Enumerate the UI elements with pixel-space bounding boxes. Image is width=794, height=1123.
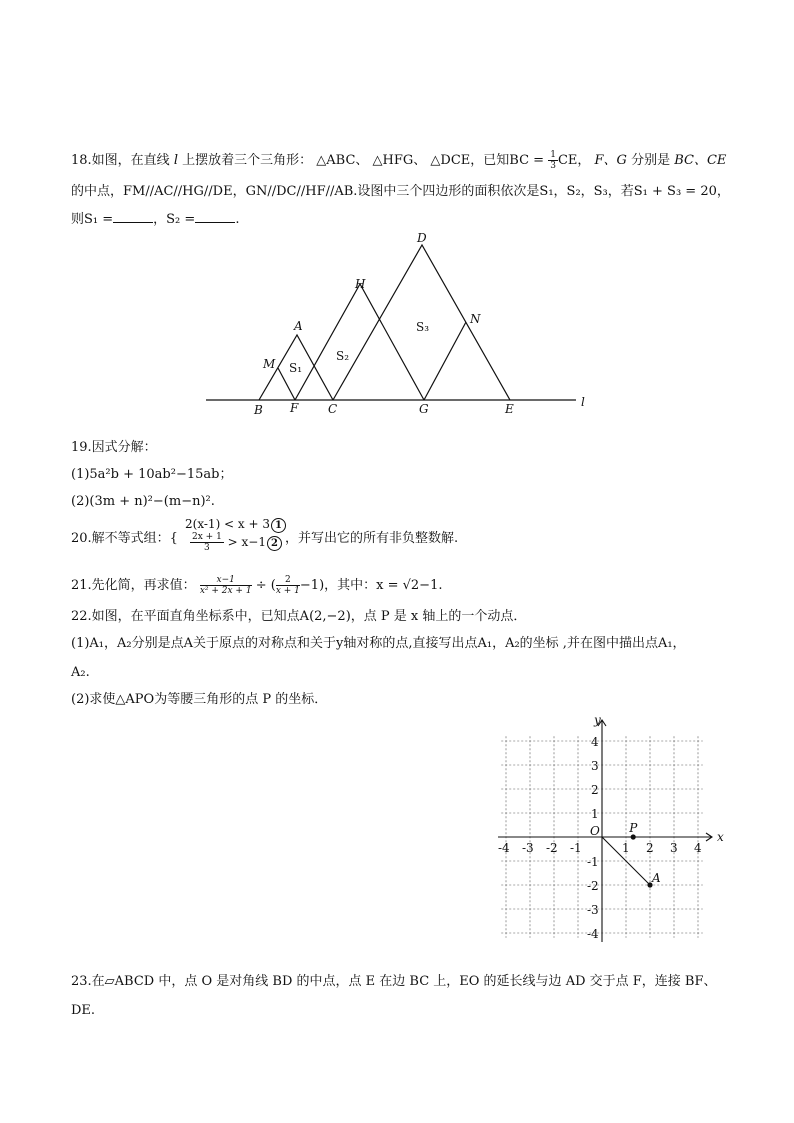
q23-line2: DE. <box>71 1003 96 1018</box>
x-tick-label: 2 <box>646 841 654 855</box>
x-tick-label: -1 <box>570 841 582 855</box>
y-tick-label: -1 <box>587 855 599 869</box>
label-s1: S₁ <box>289 361 303 375</box>
q18-line3: 则S₁ = ，S₂ = . <box>71 212 240 227</box>
q22-line4: (2)求使△APO为等腰三角形的点 P 的坐标． <box>71 692 328 707</box>
q18-line1: 18.如图，在直线 l 上摆放着三个三角形： △ABC、 △HFG、 △DCE，已知BC = $\frac{1}{3}$ CE， F、G 分别是 BC、CE <box>71 150 727 171</box>
label-f: F <box>290 401 299 415</box>
q22-line2: (1)A₁，A₂分别是点A关于原点的对称点和关于y轴对称的点,直接写出点A₁，A₂的坐标 ,并在图中描出点A₁， <box>71 636 686 651</box>
q21-line: 21.先化简，再求值： $\frac{x-1}{\text{x² + 2x + 1}}$ ÷ ( $\frac{2}{x + 1}$ −1)，其中：x = √2−1. <box>71 575 443 596</box>
label-c: C <box>328 402 338 416</box>
label-s3: S₃ <box>416 320 430 334</box>
label-a: A <box>294 319 303 333</box>
segment-gn <box>424 322 466 400</box>
x-tick-label: 1 <box>622 841 630 855</box>
q22-line1: 22.如图，在平面直角坐标系中，已知点A(2,−2)，点 P 是 x 轴上的一个动点． <box>71 609 527 624</box>
circled-1: 1 <box>271 518 286 533</box>
label-a-point: A <box>652 871 661 885</box>
label-e: E <box>505 402 514 416</box>
x-tick-label: -2 <box>546 841 558 855</box>
q18-line2: 的中点，FM//AC//HG//DE，GN//DC//HF//AB.设图中三个四边形的面积依次是S₁，S₂，S₃，若S₁ + S₃ = 20， <box>71 184 730 199</box>
point-p <box>631 834 636 839</box>
q20-suffix: ，并写出它的所有非负整数解. <box>285 531 459 546</box>
q21-fraction-1: $\frac{x-1}{\text{x² + 2x + 1}}$ <box>199 575 252 596</box>
y-tick-label: 4 <box>591 735 599 749</box>
y-tick-label: -2 <box>587 879 599 893</box>
label-m: M <box>263 357 276 371</box>
q20-fraction: $\frac{2x + 1}{3}$ <box>192 532 222 553</box>
x-tick-label: -3 <box>522 841 534 855</box>
label-l: l <box>581 395 585 409</box>
label-y-axis: y <box>594 713 601 727</box>
label-d: D <box>417 231 427 245</box>
q19-part2: (2)(3m + n)²−(m−n)². <box>71 494 215 509</box>
label-h: H <box>355 277 366 291</box>
label-g: G <box>419 402 429 416</box>
label-p: P <box>629 821 638 835</box>
q20-inequality-1: 2(x-1) < x + 3 1 <box>185 515 286 533</box>
x-tick-label: 4 <box>694 841 702 855</box>
answer-blank-s2[interactable] <box>195 210 235 223</box>
q19-part1: (1)5a²b + 10ab²−15ab； <box>71 467 233 482</box>
label-s2: S₂ <box>336 349 350 363</box>
q19-title: 19.因式分解： <box>71 440 157 455</box>
q21-fraction-2: $\frac{2}{x + 1}$ <box>275 575 300 596</box>
label-origin: O <box>590 824 600 838</box>
q22-line3: A₂. <box>71 665 90 680</box>
label-b: B <box>254 403 263 417</box>
triangle-hfg <box>295 284 424 400</box>
x-tick-label: -4 <box>498 841 510 855</box>
q23-line1: 23.在▱ABCD 中，点 O 是对角线 BD 的中点，点 E 在边 BC 上，EO 的延长线与边 AD 交于点 F，连接 BF、 <box>71 974 717 989</box>
q20-line: 20.解不等式组：{ <box>71 531 178 546</box>
y-tick-label: -3 <box>587 903 599 917</box>
coordinate-grid <box>490 710 730 950</box>
y-tick-label: 3 <box>591 759 599 773</box>
y-tick-label: 1 <box>591 807 599 821</box>
label-x-axis: x <box>717 830 724 844</box>
answer-blank-s1[interactable] <box>113 210 153 223</box>
y-tick-label: 2 <box>591 783 599 797</box>
circled-2: 2 <box>267 536 282 551</box>
y-tick-label: -4 <box>587 927 599 941</box>
q20-inequality-2: $\frac{2x + 1}{3}$ > x−1 2 <box>190 532 282 553</box>
q18-fraction: $\frac{1}{3}$ <box>550 150 556 171</box>
label-n: N <box>470 312 481 326</box>
triangle-figure <box>200 228 600 418</box>
x-tick-label: 3 <box>670 841 678 855</box>
